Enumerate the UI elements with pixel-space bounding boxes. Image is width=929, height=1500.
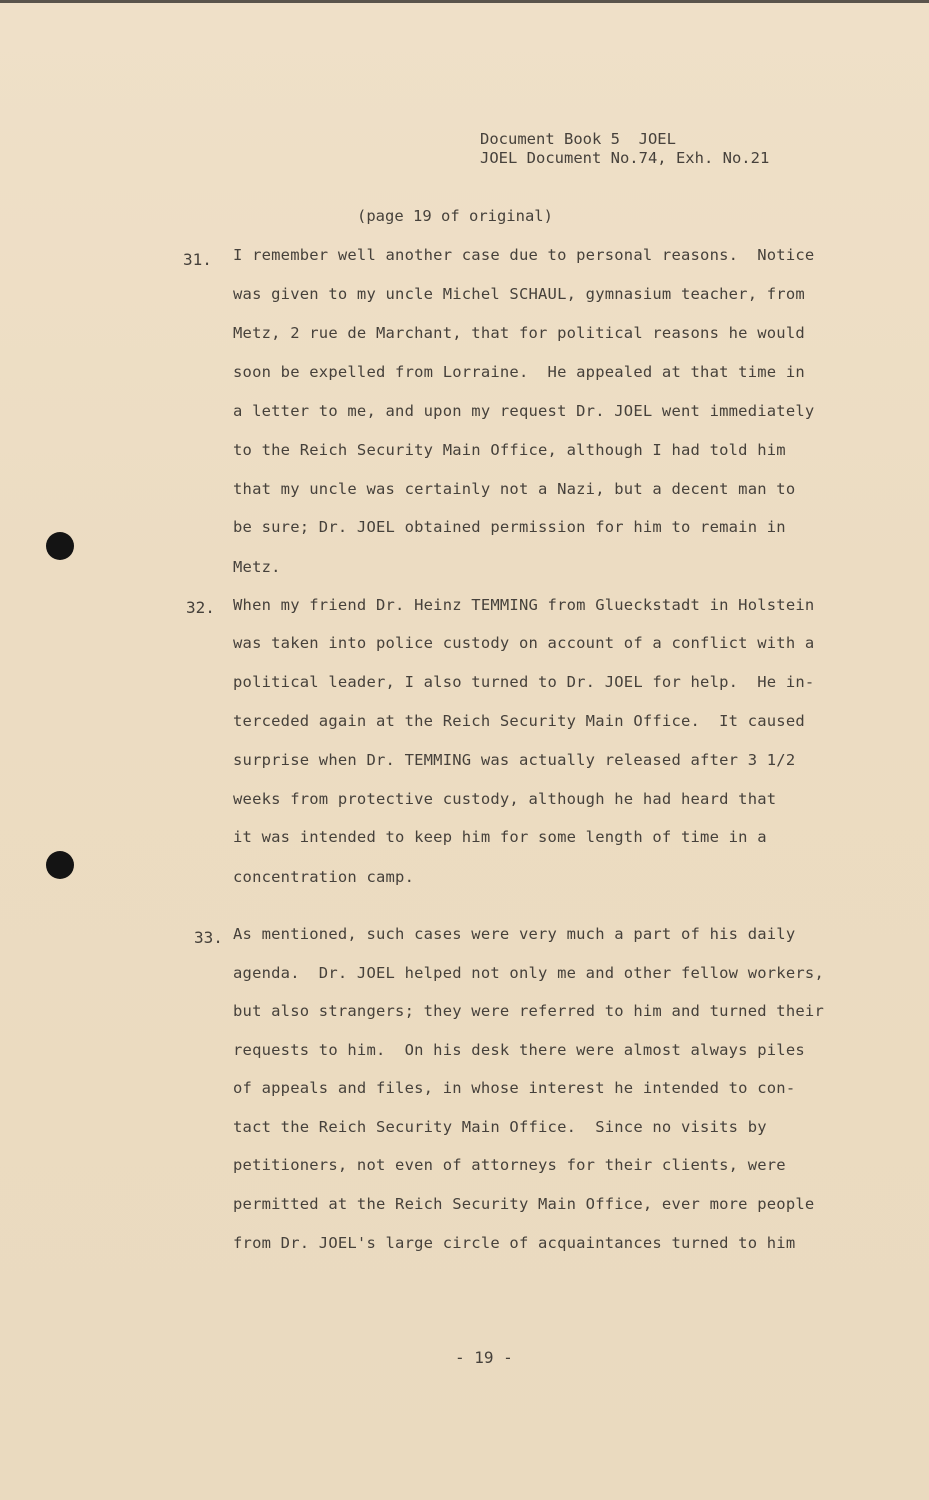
paragraph-number: 31. [183, 250, 212, 269]
paragraph-line: be sure; Dr. JOEL obtained permission for him to remain in [233, 518, 786, 536]
header-line-1: Document Book 5 JOEL [480, 130, 676, 148]
paragraph-line: tact the Reich Security Main Office. Since no visits by [233, 1118, 767, 1136]
paragraph-line: from Dr. JOEL's large circle of acquaintances turned to him [233, 1234, 796, 1252]
paragraph-line: was given to my uncle Michel SCHAUL, gymnasium teacher, from [233, 285, 805, 303]
paragraph-line: weeks from protective custody, although he had heard that [233, 790, 777, 808]
paragraph-line: was taken into police custody on account of a conflict with a [233, 634, 815, 652]
paragraph-line: permitted at the Reich Security Main Office, ever more people [233, 1195, 815, 1213]
paragraph-line: Metz. [233, 558, 281, 576]
paragraph-line: Metz, 2 rue de Marchant, that for political reasons he would [233, 324, 805, 342]
paragraph-line: it was intended to keep him for some length of time in a [233, 828, 767, 846]
paragraph-line: to the Reich Security Main Office, although I had told him [233, 441, 786, 459]
paragraph-line: When my friend Dr. Heinz TEMMING from Glueckstadt in Holstein [233, 596, 815, 614]
paragraph-line: requests to him. On his desk there were almost always piles [233, 1041, 805, 1059]
punch-hole-lower [46, 851, 74, 879]
punch-hole-upper [46, 532, 74, 560]
paragraph-line: but also strangers; they were referred to him and turned their [233, 1002, 824, 1020]
paragraph-line: terceded again at the Reich Security Main Office. It caused [233, 712, 805, 730]
paragraph-line: a letter to me, and upon my request Dr. JOEL went immediately [233, 402, 815, 420]
paragraph-line: that my uncle was certainly not a Nazi, but a decent man to [233, 480, 796, 498]
page-reference: (page 19 of original) [357, 207, 553, 225]
paragraph-number: 33. [194, 928, 223, 947]
paragraph-line: of appeals and files, in whose interest he intended to con- [233, 1079, 796, 1097]
document-header [480, 130, 769, 168]
paragraph-number: 32. [186, 598, 215, 617]
header-line-2: JOEL Document No.74, Exh. No.21 [480, 149, 770, 167]
paragraph-line: surprise when Dr. TEMMING was actually released after 3 1/2 [233, 751, 796, 769]
paragraph-line: soon be expelled from Lorraine. He appealed at that time in [233, 363, 805, 381]
paragraph-line: I remember well another case due to personal reasons. Notice [233, 246, 815, 264]
page-number: - 19 - [455, 1348, 513, 1367]
paragraph-line: agenda. Dr. JOEL helped not only me and other fellow workers, [233, 964, 824, 982]
page-top-edge [0, 0, 929, 3]
paragraph-line: political leader, I also turned to Dr. JOEL for help. He in- [233, 673, 815, 691]
paragraph-line: As mentioned, such cases were very much a part of his daily [233, 925, 796, 943]
paragraph-line: concentration camp. [233, 868, 415, 886]
paragraph-line: petitioners, not even of attorneys for their clients, were [233, 1156, 786, 1174]
